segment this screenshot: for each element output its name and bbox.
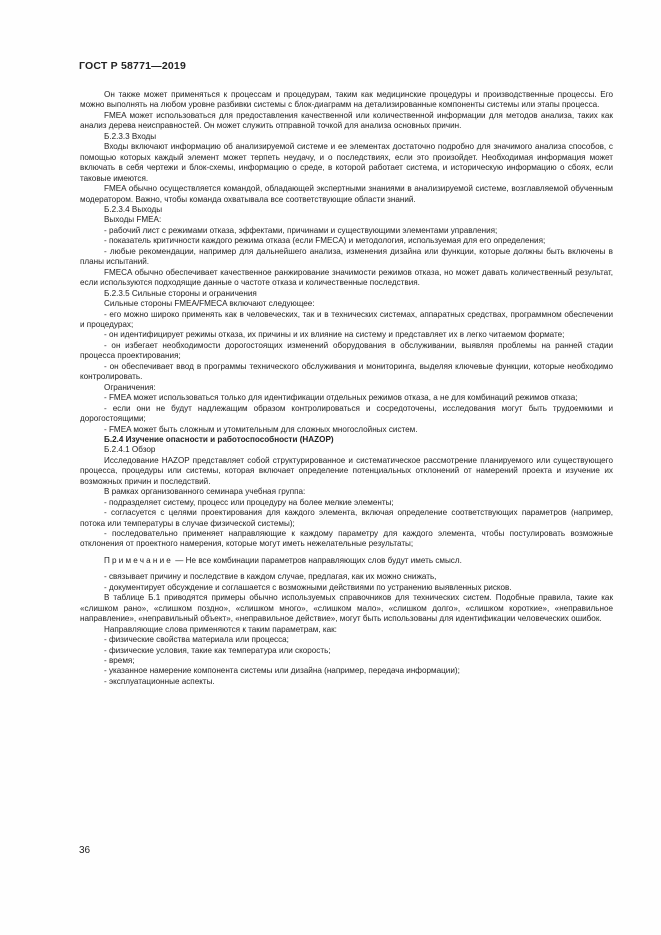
list-item: - он избегает необходимости дорогостоящих изменений оборудования в обслуживании, выявляя проблемы на ранней стадии процесса проектирования; bbox=[80, 340, 613, 361]
list-item: - последовательно применяет направляющие к каждому параметру для каждого элемента, чтобы постулировать возможные отклонения от проектного намерения, которые могут иметь нежелательные результаты; bbox=[80, 529, 613, 549]
list-item: - согласуется с целями проектирования для каждого элемента, включая определение соответствующих параметров (например, потока или температуры в случае физической системы); bbox=[80, 508, 613, 528]
paragraph: Ограничения: bbox=[104, 382, 156, 392]
list-item: - документирует обсуждение и соглашается с возможными действиями по устранению выявленных рисков. bbox=[104, 582, 512, 592]
section-heading: Б.2.3.5 Сильные стороны и ограничения bbox=[104, 288, 257, 298]
paragraph: FMEA может использоваться для предоставления качественной или количественной информации для методов анализа, таких как анализ дерева неисправностей. Он может служить отправной точкой для анализа основных причин. bbox=[80, 110, 613, 131]
list-item: - указанное намерение компонента системы или дизайна (например, передача информации); bbox=[104, 666, 460, 676]
list-item: - время; bbox=[104, 656, 135, 666]
paragraph: Он также может применяться к процессам и процедурам, таким как медицинские процедуры и производственные процессы. Его можно выполнять на любом уровне разбивки системы с блок-диаграмм на детализированные компоненты системы или этапы процесса. bbox=[80, 90, 613, 110]
paragraph: Сильные стороны FMEA/FMECA включают следующее: bbox=[104, 299, 315, 309]
note bbox=[80, 556, 613, 566]
paragraph: Направляющие слова применяются к таким параметрам, как: bbox=[104, 624, 337, 634]
note-label: Примечание bbox=[104, 555, 174, 565]
paragraph: Входы включают информацию об анализируемой системе и ее элементах достаточно подробно для значимого анализа способов, с помощью которых каждый элемент может терпеть неудачу, и о последствиях, если это произойдет. Необходимая информация может включать в себя чертежи и блок-схемы, информацию о среде, в которой работает система, и историческую информацию о сбоях, если таковые имеются. bbox=[80, 142, 613, 183]
paragraph: Исследование HAZOP представляет собой структурированное и систематическое рассмотрение планируемого или существующего процесса, процедуры или системы, которая включает определение потенциальных отклонений от намерений проекта и изучение их возможных причин и последствий. bbox=[80, 455, 613, 486]
list-item: - любые рекомендации, например для дальнейшего анализа, изменения дизайна или функции, которые должны быть включены в планы испытаний. bbox=[80, 246, 613, 267]
list-item: - показатель критичности каждого режима отказа (если FMECA) и методология, используемая для его определения; bbox=[104, 236, 546, 246]
list-item: - эксплуатационные аспекты. bbox=[104, 676, 215, 686]
list-item: - он обеспечивает ввод в программы технического обслуживания и мониторинга, выделяя ключевые функции, которые необходимо контролировать. bbox=[80, 361, 613, 382]
list-item: - рабочий лист с режимами отказа, эффектами, причинами и существующими элементами управления; bbox=[104, 225, 498, 235]
note-text: — Не все комбинации параметров направляющих слов будут иметь смысл. bbox=[173, 555, 462, 565]
list-item: - связывает причину и последствие в каждом случае, предлагая, как их можно снижать, bbox=[104, 572, 437, 582]
paragraph: Выходы FMEA: bbox=[104, 215, 162, 225]
list-item: - физические условия, такие как температура или скорость; bbox=[104, 645, 331, 655]
list-item: - он идентифицирует режимы отказа, их причины и их влияние на систему и представляет их в легко читаемом формате; bbox=[104, 330, 565, 340]
list-item: - если они не будут надлежащим образом контролироваться и сосредоточены, исследования могут быть трудоемкими и дорогостоящими; bbox=[80, 403, 613, 424]
paragraph: FMEA обычно осуществляется командой, обладающей экспертными знаниями в анализируемой системе, возглавляемой обученным модератором. Важно, чтобы команда охватывала все соответствующие области знаний. bbox=[80, 184, 613, 204]
section-heading: Б.2.4 Изучение опасности и работоспособности (HAZOP) bbox=[104, 434, 334, 444]
section-heading: Б.2.3.4 Выходы bbox=[104, 204, 163, 214]
page-number: 36 bbox=[79, 845, 91, 856]
paragraph: В рамках организованного семинара учебная группа: bbox=[104, 487, 306, 497]
list-item: - физические свойства материала или процесса; bbox=[104, 635, 289, 645]
list-item: - FMEA может быть сложным и утомительным для сложных многослойных систем. bbox=[104, 424, 418, 434]
document-header: ГОСТ Р 58771—2019 bbox=[79, 60, 187, 72]
paragraph: В таблице Б.1 приводятся примеры обычно используемых справочников для технических систем. Подобные правила, такие как «слишком рано», «слишком поздно», «слишком много», «слишком мало», «слишком долго», «слишком короткие», «неправильное направление», «неправильный объект», «неправильное действие», могут быть использованы для идентификации человеческих ошибок. bbox=[80, 593, 613, 624]
section-heading: Б.2.3.3 Входы bbox=[104, 131, 157, 141]
section-heading: Б.2.4.1 Обзор bbox=[104, 445, 156, 455]
list-item: - FMEA может использоваться только для идентификации отдельных режимов отказа, а не для комбинаций режимов отказа; bbox=[104, 393, 578, 403]
paragraph: FMECA обычно обеспечивает качественное ранжирование значимости режимов отказа, но может давать количественный результат, если используются подходящие данные о частоте отказа и количественные последствия. bbox=[80, 267, 613, 288]
list-item: - подразделяет систему, процесс или процедуру на более мелкие элементы; bbox=[104, 497, 394, 507]
list-item: - его можно широко применять как в человеческих, так и в технических системах, аппаратных средствах, программном обеспечении и процедурах; bbox=[80, 309, 613, 329]
document-body bbox=[80, 90, 613, 687]
